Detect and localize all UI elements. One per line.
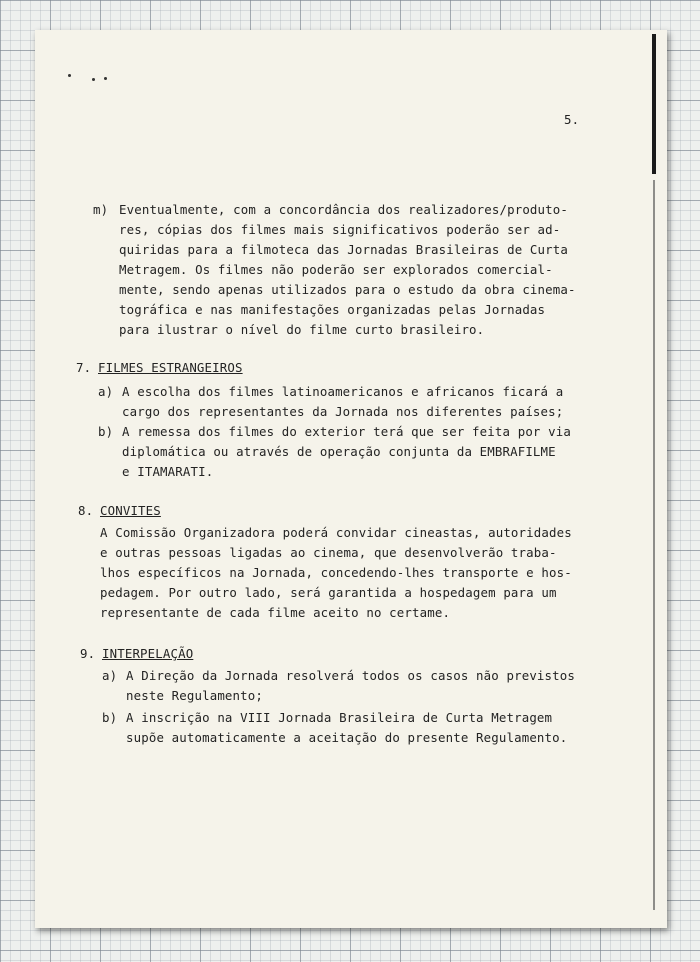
item-m-line: res, cópias dos filmes mais significativos poderão ser ad- [119, 222, 561, 237]
item-m-line: Metragem. Os filmes não poderão ser explorados comercial- [119, 262, 553, 277]
section-8-line: A Comissão Organizadora poderá convidar cineastas, autoridades [100, 525, 572, 540]
section-9-item-b-body [126, 708, 567, 748]
page-edge-mark [652, 34, 656, 174]
section-8-line: lhos específicos na Jornada, concedendo-lhes transporte e hos- [100, 565, 572, 580]
section-7-item-b-body [122, 422, 571, 482]
section-9-item-a-marker: a) [102, 668, 118, 683]
item-m-line: para ilustrar o nível do filme curto brasileiro. [119, 322, 485, 337]
section-7-item-b-marker: b) [98, 424, 114, 439]
item-line: A inscrição na VIII Jornada Brasileira de Curta Metragem [126, 710, 553, 725]
item-line: neste Regulamento; [126, 688, 263, 703]
section-8-number: 8. [78, 503, 94, 518]
item-m-line: mente, sendo apenas utilizados para o estudo da obra cinema- [119, 282, 576, 297]
section-8-line: representante de cada filme aceito no certame. [100, 605, 451, 620]
section-9-title: INTERPELAÇÃO [102, 646, 194, 661]
section-8-line: pedagem. Por outro lado, será garantida a hospedagem para um [100, 585, 557, 600]
item-line: A escolha dos filmes latinoamericanos e africanos ficará a [122, 384, 564, 399]
section-7-number: 7. [76, 360, 92, 375]
item-line: diplomática ou através de operação conjunta da EMBRAFILME [122, 444, 556, 459]
section-8-body [100, 523, 572, 623]
item-m-marker: m) [93, 202, 109, 217]
section-9-number: 9. [80, 646, 96, 661]
section-7-item-a-body [122, 382, 563, 422]
page-edge-shadow [653, 180, 655, 910]
page-number: 5. [564, 112, 580, 127]
item-line: cargo dos representantes da Jornada nos diferentes países; [122, 404, 564, 419]
section-7-title: FILMES ESTRANGEIROS [98, 360, 243, 375]
item-line: supõe automaticamente a aceitação do presente Regulamento. [126, 730, 568, 745]
item-m-line: tográfica e nas manifestações organizadas pelas Jornadas [119, 302, 546, 317]
item-line: A remessa dos filmes do exterior terá que ser feita por via [122, 424, 571, 439]
section-8-line: e outras pessoas ligadas ao cinema, que desenvolverão traba- [100, 545, 557, 560]
item-line: e ITAMARATI. [122, 464, 214, 479]
item-m-body [119, 200, 576, 340]
item-line: A Direção da Jornada resolverá todos os casos não previstos [126, 668, 575, 683]
section-9-item-a-body [126, 666, 575, 706]
section-9-item-b-marker: b) [102, 710, 118, 725]
section-7-item-a-marker: a) [98, 384, 114, 399]
item-m-line: quiridas para a filmoteca das Jornadas Brasileiras de Curta [119, 242, 568, 257]
item-m-line: Eventualmente, com a concordância dos realizadores/produto- [119, 202, 568, 217]
section-8-title: CONVITES [100, 503, 161, 518]
